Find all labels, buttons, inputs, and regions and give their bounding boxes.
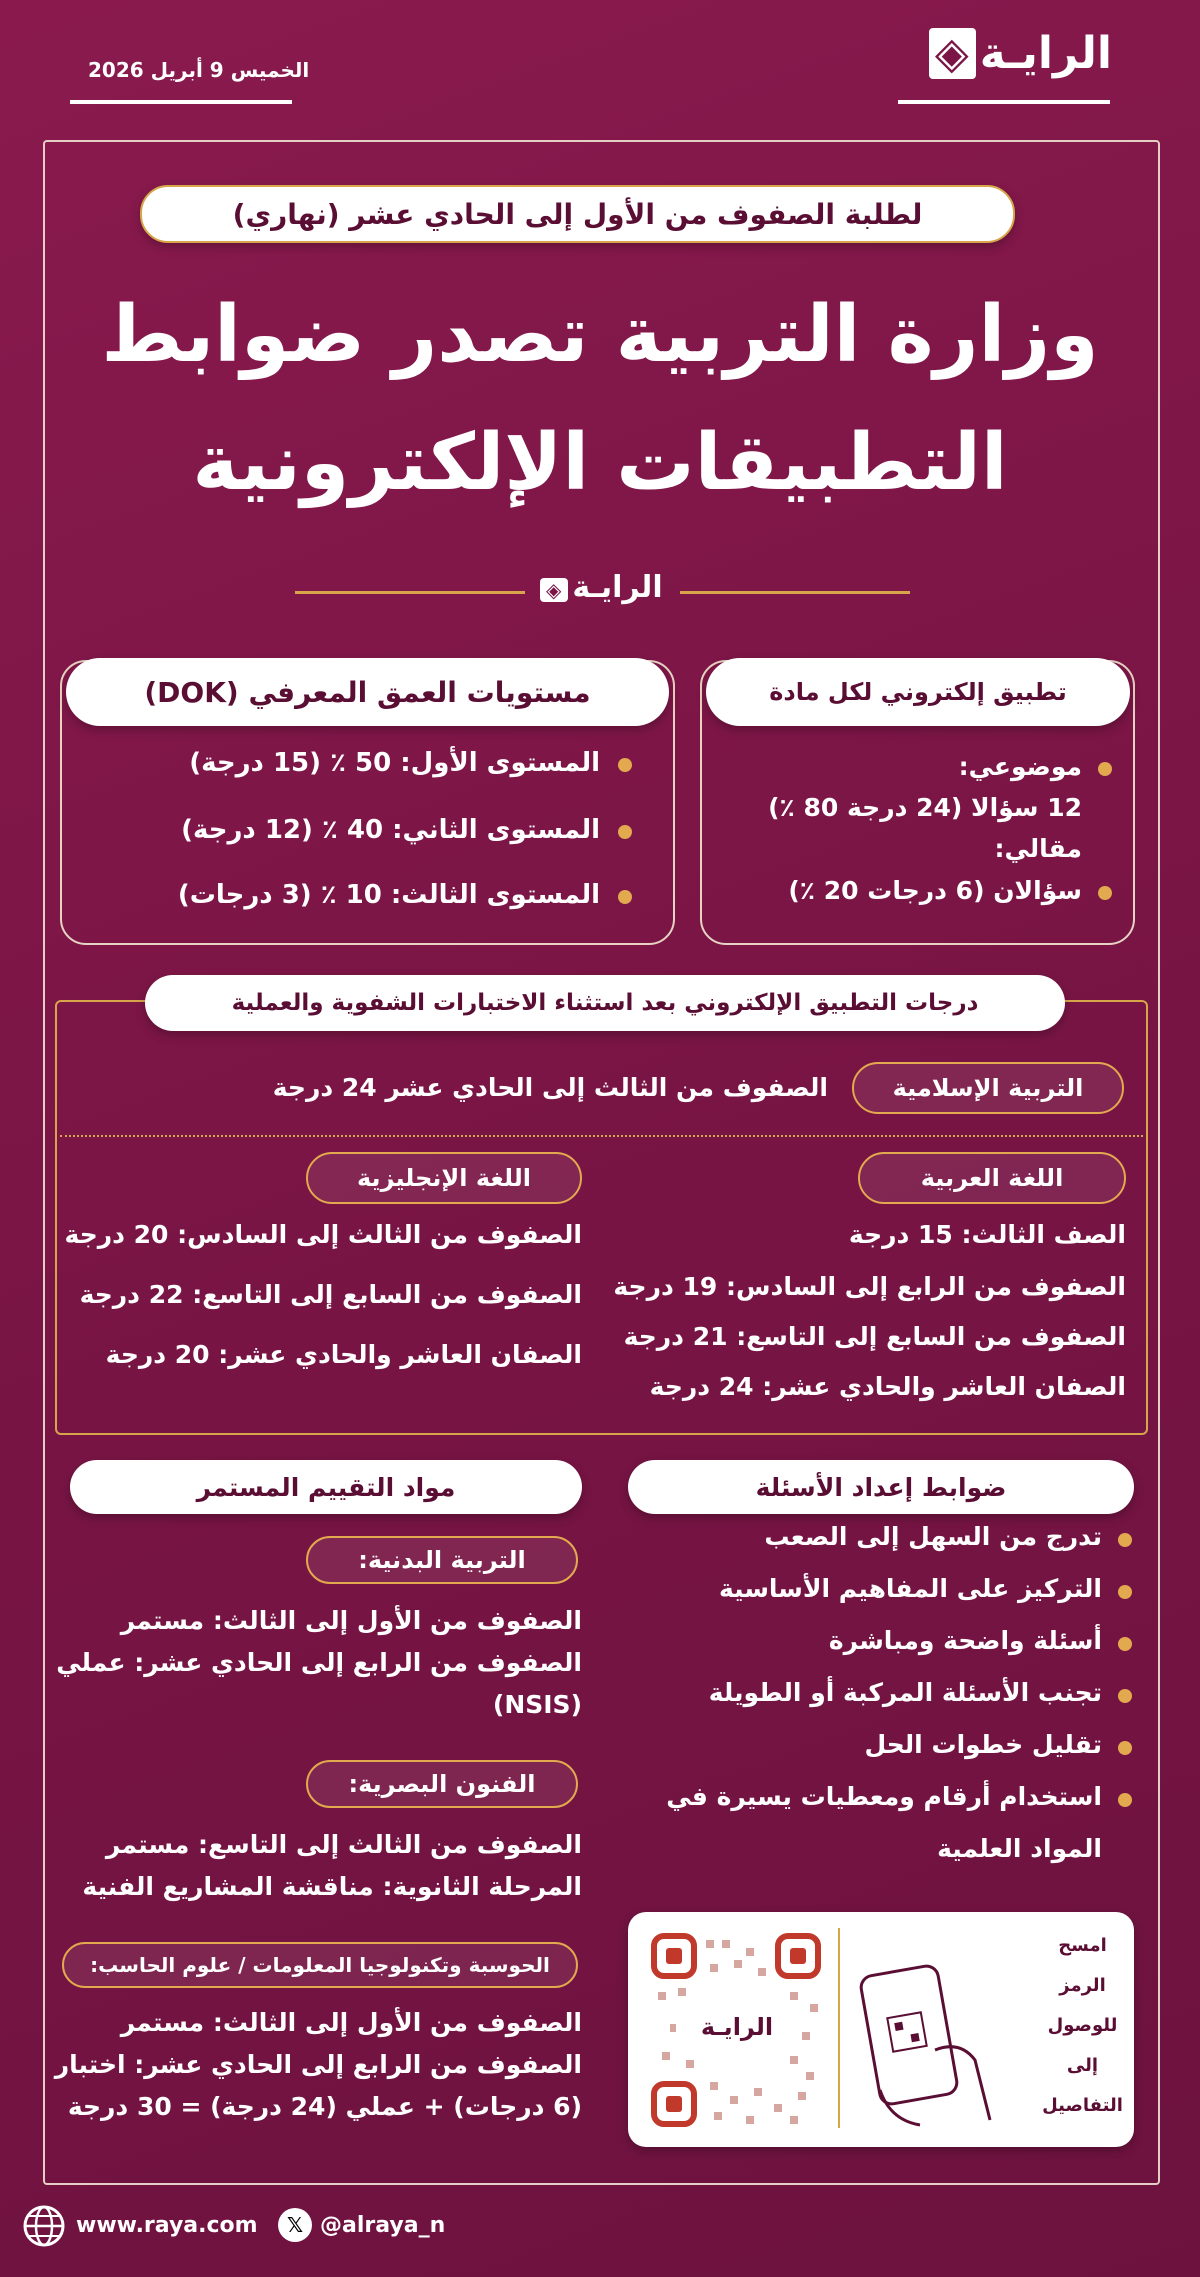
question-bullet-4 xyxy=(1118,1689,1132,1703)
question-item-2: التركيز على المفاهيم الأساسية xyxy=(718,1574,1102,1603)
english-label: اللغة الإنجليزية xyxy=(306,1152,582,1204)
grades-dotted-divider xyxy=(60,1135,1143,1137)
main-title-line2: التطبيقات الإلكترونية xyxy=(192,418,1008,508)
english-item-3: الصفان العاشر والحادي عشر: 20 درجة xyxy=(105,1340,582,1369)
question-item-5: تقليل خطوات الحل xyxy=(864,1730,1102,1759)
english-item-1: الصفوف من الثالث إلى السادس: 20 درجة xyxy=(64,1220,582,1249)
pe-line-2: الصفوف من الرابع إلى الحادي عشر: عملي xyxy=(56,1648,582,1677)
art-line-2: المرحلة الثانوية: مناقشة المشاريع الفنية xyxy=(82,1872,582,1901)
subtitle-pill xyxy=(140,185,1015,243)
continuous-title: مواد التقييم المستمر xyxy=(70,1460,582,1514)
question-item-7: المواد العلمية xyxy=(937,1834,1102,1863)
dok-bullet-1 xyxy=(618,758,632,772)
question-item-6: استخدام أرقام ومعطيات يسيرة في xyxy=(666,1782,1102,1811)
app-bullet-2 xyxy=(1098,886,1112,900)
subtitle-text: لطلبة الصفوف من الأول إلى الحادي عشر (نهاري) xyxy=(232,197,923,231)
app-box-title: تطبيق إلكتروني لكل مادة xyxy=(706,658,1130,726)
qr-caption-3: للوصول xyxy=(1047,2015,1118,2036)
cs-line-2: الصفوف من الرابع إلى الحادي عشر: اختبار xyxy=(54,2050,582,2079)
app-line-1: موضوعي: xyxy=(958,752,1082,781)
qr-logo: الرايـة xyxy=(676,2007,798,2047)
dok-box-title: مستويات العمق المعرفي (DOK) xyxy=(66,658,669,726)
qr-caption-2: الرمز xyxy=(1059,1975,1106,1996)
question-bullet-1 xyxy=(1118,1533,1132,1547)
question-item-3: أسئلة واضحة ومباشرة xyxy=(828,1626,1102,1655)
dok-item-2: المستوى الثاني: 40 ٪ (12 درجة) xyxy=(181,815,600,845)
islamic-label: التربية الإسلامية xyxy=(852,1062,1124,1114)
divider-left xyxy=(295,591,525,594)
question-item-4: تجنب الأسئلة المركبة أو الطويلة xyxy=(708,1678,1102,1707)
phone-hand-icon xyxy=(850,1930,1010,2130)
app-line-3: مقالي: xyxy=(994,834,1082,863)
cs-line-3: (6 درجات) + عملي (24 درجة) = 30 درجة xyxy=(67,2092,582,2121)
globe-icon xyxy=(22,2204,66,2248)
qr-caption-5: التفاصيل xyxy=(1042,2095,1123,2116)
pe-label: التربية البدنية: xyxy=(306,1536,578,1584)
question-bullet-6 xyxy=(1118,1793,1132,1807)
cs-label: الحوسبة وتكنولوجيا المعلومات / علوم الحاسب: xyxy=(62,1942,578,1988)
qr-caption xyxy=(1040,1926,1125,2126)
dok-item-1: المستوى الأول: 50 ٪ (15 درجة) xyxy=(189,748,600,778)
pe-line-3: (NSIS) xyxy=(492,1690,582,1719)
header-line-right xyxy=(898,100,1110,104)
main-title-line1: وزارة التربية تصدر ضوابط xyxy=(101,290,1099,380)
social-handle[interactable]: @alraya_n xyxy=(320,2213,446,2238)
app-line-2: 12 سؤالا (24 درجة 80 ٪) xyxy=(768,793,1082,822)
qr-caption-4: إلى xyxy=(1066,2055,1099,2076)
pe-line-1: الصفوف من الأول إلى الثالث: مستمر xyxy=(120,1606,582,1635)
dok-bullet-3 xyxy=(618,890,632,904)
dok-item-3: المستوى الثالث: 10 ٪ (3 درجات) xyxy=(177,880,600,910)
question-bullet-2 xyxy=(1118,1585,1132,1599)
arabic-item-4: الصفان العاشر والحادي عشر: 24 درجة xyxy=(649,1372,1126,1401)
dok-bullet-2 xyxy=(618,825,632,839)
islamic-text: الصفوف من الثالث إلى الحادي عشر 24 درجة xyxy=(272,1073,828,1102)
arabic-item-2: الصفوف من الرابع إلى السادس: 19 درجة xyxy=(613,1272,1126,1301)
mid-raya-logo: الرايـة◈ xyxy=(540,570,663,605)
questions-title: ضوابط إعداد الأسئلة xyxy=(628,1460,1134,1514)
app-line-4: سؤالان (6 درجات 20 ٪) xyxy=(788,876,1082,905)
art-line-1: الصفوف من الثالث إلى التاسع: مستمر xyxy=(105,1830,582,1859)
header-date: الخميس 9 أبريل 2026 xyxy=(88,58,310,82)
question-bullet-3 xyxy=(1118,1637,1132,1651)
raya-logo: الرايـة◈ xyxy=(929,28,1112,79)
question-item-1: تدرج من السهل إلى الصعب xyxy=(764,1522,1102,1551)
arabic-item-1: الصف الثالث: 15 درجة xyxy=(848,1220,1126,1249)
arabic-item-3: الصفوف من السابع إلى التاسع: 21 درجة xyxy=(623,1322,1126,1351)
arabic-label: اللغة العربية xyxy=(858,1152,1126,1204)
x-icon: 𝕏 xyxy=(278,2208,312,2242)
question-bullet-5 xyxy=(1118,1741,1132,1755)
header-line-left xyxy=(70,100,292,104)
app-bullet-1 xyxy=(1098,762,1112,776)
grades-title: درجات التطبيق الإلكتروني بعد استثناء الاختبارات الشفوية والعملية xyxy=(145,975,1065,1031)
qr-divider xyxy=(838,1928,840,2128)
english-item-2: الصفوف من السابع إلى التاسع: 22 درجة xyxy=(79,1280,582,1309)
qr-caption-1: امسح xyxy=(1058,1935,1107,1956)
divider-right xyxy=(680,591,910,594)
website-link[interactable]: www.raya.com xyxy=(76,2213,258,2238)
art-label: الفنون البصرية: xyxy=(306,1760,578,1808)
cs-line-1: الصفوف من الأول إلى الثالث: مستمر xyxy=(120,2008,582,2037)
